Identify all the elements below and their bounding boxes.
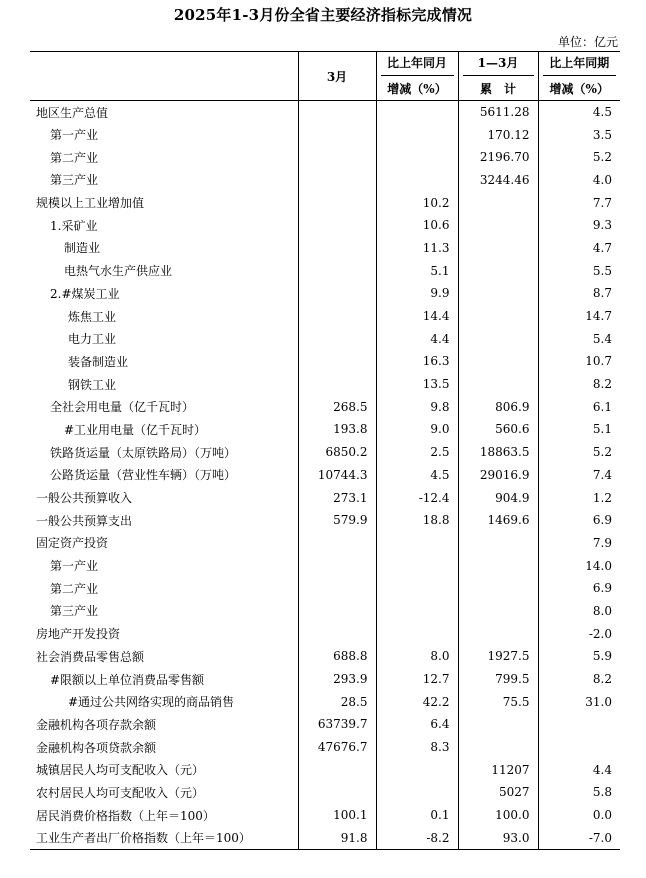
cell-q1-yoy: 0.0 <box>538 804 620 827</box>
cell-q1-cumulative <box>458 554 538 577</box>
cell-q1-cumulative <box>458 259 538 282</box>
cell-q1-cumulative: 560.6 <box>458 418 538 441</box>
table-row <box>30 373 620 396</box>
table-header <box>30 52 620 101</box>
header-q1-yoy <box>538 52 620 101</box>
cell-q1-cumulative <box>458 713 538 736</box>
cell-march-yoy <box>376 554 458 577</box>
cell-march-yoy: -8.2 <box>376 827 458 850</box>
cell-march-value <box>298 554 376 577</box>
cell-q1-cumulative <box>458 214 538 237</box>
cell-q1-cumulative <box>458 237 538 260</box>
header-q1-yoy-line2: 增减（%） <box>549 81 609 96</box>
cell-q1-cumulative <box>458 327 538 350</box>
row-label: 规模以上工业增加值 <box>36 196 145 211</box>
cell-q1-yoy: 3.5 <box>538 123 620 146</box>
header-q1-line2: 累 计 <box>479 81 516 96</box>
cell-q1-cumulative: 904.9 <box>458 486 538 509</box>
cell-q1-yoy: 4.5 <box>538 101 620 124</box>
cell-march-value: 268.5 <box>298 395 376 418</box>
cell-march-yoy: 9.8 <box>376 395 458 418</box>
table-row <box>30 690 620 713</box>
table-row <box>30 464 620 487</box>
table-row <box>30 713 620 736</box>
cell-q1-yoy: 5.1 <box>538 418 620 441</box>
cell-march-yoy: 9.0 <box>376 418 458 441</box>
cell-march-value <box>298 101 376 124</box>
row-label: 第三产业 <box>50 173 99 188</box>
table-row <box>30 486 620 509</box>
cell-march-yoy <box>376 577 458 600</box>
cell-q1-cumulative: 18863.5 <box>458 441 538 464</box>
cell-q1-cumulative: 5611.28 <box>458 101 538 124</box>
table-row <box>30 101 620 124</box>
cell-q1-cumulative: 93.0 <box>458 827 538 850</box>
cell-march-value <box>298 350 376 373</box>
header-march-yoy-line2: 增减（%） <box>387 81 447 96</box>
cell-march-value <box>298 373 376 396</box>
cell-q1-yoy: 8.2 <box>538 373 620 396</box>
cell-q1-yoy: 8.0 <box>538 600 620 623</box>
header-q1-cumulative <box>458 52 538 101</box>
header-march-yoy-line1: 比上年同月 <box>386 56 447 71</box>
row-label: 钢铁工业 <box>68 377 117 392</box>
row-label: 一般公共预算收入 <box>36 491 133 506</box>
cell-march-yoy: -12.4 <box>376 486 458 509</box>
table-row <box>30 736 620 759</box>
row-label: 1.采矿业 <box>50 218 98 233</box>
table-row <box>30 169 620 192</box>
cell-q1-cumulative: 1927.5 <box>458 645 538 668</box>
cell-q1-yoy: 6.9 <box>538 509 620 532</box>
table-row <box>30 395 620 418</box>
table-row <box>30 645 620 668</box>
cell-march-value: 579.9 <box>298 509 376 532</box>
cell-q1-yoy: 5.8 <box>538 781 620 804</box>
cell-march-yoy: 11.3 <box>376 237 458 260</box>
row-label: 地区生产总值 <box>36 105 109 120</box>
table-row <box>30 350 620 373</box>
cell-q1-yoy: 14.0 <box>538 554 620 577</box>
table-row <box>30 509 620 532</box>
cell-march-value: 293.9 <box>298 668 376 691</box>
table-row <box>30 804 620 827</box>
cell-march-yoy: 4.4 <box>376 327 458 350</box>
cell-march-yoy: 8.0 <box>376 645 458 668</box>
row-label: 第一产业 <box>50 559 99 574</box>
row-label: 一般公共预算支出 <box>36 513 133 528</box>
cell-march-yoy <box>376 758 458 781</box>
cell-march-yoy: 2.5 <box>376 441 458 464</box>
cell-q1-cumulative <box>458 305 538 328</box>
cell-march-yoy: 0.1 <box>376 804 458 827</box>
cell-march-value: 688.8 <box>298 645 376 668</box>
cell-march-yoy: 10.6 <box>376 214 458 237</box>
cell-q1-cumulative: 3244.46 <box>458 169 538 192</box>
table-row <box>30 327 620 350</box>
cell-q1-yoy: 9.3 <box>538 214 620 237</box>
page-title: 2025年1-3月份全省主要经济指标完成情况 <box>173 6 473 24</box>
table-row <box>30 418 620 441</box>
table-row <box>30 441 620 464</box>
row-label: 社会消费品零售总额 <box>36 649 145 664</box>
cell-march-value: 28.5 <box>298 690 376 713</box>
cell-q1-cumulative <box>458 622 538 645</box>
table-row <box>30 622 620 645</box>
cell-q1-cumulative <box>458 577 538 600</box>
cell-march-value: 6850.2 <box>298 441 376 464</box>
row-label: 房地产开发投资 <box>36 627 121 642</box>
cell-march-yoy: 5.1 <box>376 259 458 282</box>
cell-march-value <box>298 305 376 328</box>
row-label: 电力工业 <box>68 332 117 347</box>
table-row <box>30 214 620 237</box>
row-label: 居民消费价格指数（上年＝100） <box>36 808 215 823</box>
cell-march-value <box>298 169 376 192</box>
cell-march-yoy: 8.3 <box>376 736 458 759</box>
cell-q1-yoy: 8.2 <box>538 668 620 691</box>
table-row <box>30 123 620 146</box>
cell-q1-yoy: 31.0 <box>538 690 620 713</box>
cell-q1-yoy: 7.7 <box>538 191 620 214</box>
cell-march-value: 47676.7 <box>298 736 376 759</box>
row-label: #限额以上单位消费品零售额 <box>50 672 205 687</box>
header-march-yoy <box>376 52 458 101</box>
cell-march-value: 273.1 <box>298 486 376 509</box>
cell-march-value <box>298 123 376 146</box>
header-q1-line1: 1—3月 <box>477 56 519 71</box>
row-label: 城镇居民人均可支配收入（元） <box>36 763 205 778</box>
row-label: 金融机构各项存款余额 <box>36 717 157 732</box>
cell-march-yoy: 16.3 <box>376 350 458 373</box>
cell-march-yoy <box>376 169 458 192</box>
cell-q1-yoy: 8.7 <box>538 282 620 305</box>
cell-q1-cumulative: 11207 <box>458 758 538 781</box>
cell-q1-yoy: 6.9 <box>538 577 620 600</box>
cell-march-yoy <box>376 101 458 124</box>
table-row <box>30 532 620 555</box>
cell-march-yoy <box>376 600 458 623</box>
cell-q1-yoy: 5.4 <box>538 327 620 350</box>
cell-march-yoy <box>376 781 458 804</box>
cell-march-value <box>298 577 376 600</box>
cell-q1-yoy: 5.9 <box>538 645 620 668</box>
cell-march-yoy <box>376 146 458 169</box>
table-row <box>30 781 620 804</box>
row-label: 电热气水生产供应业 <box>64 264 173 279</box>
row-label: 装备制造业 <box>68 354 129 369</box>
header-indicator <box>30 52 298 101</box>
row-label: 2.#煤炭工业 <box>50 286 120 301</box>
cell-march-yoy: 10.2 <box>376 191 458 214</box>
row-label: 第二产业 <box>50 581 99 596</box>
table-row <box>30 305 620 328</box>
cell-march-yoy: 4.5 <box>376 464 458 487</box>
cell-q1-yoy: -7.0 <box>538 827 620 850</box>
row-label: 第三产业 <box>50 604 99 619</box>
indicator-table <box>30 51 620 850</box>
table-row <box>30 827 620 850</box>
table-row <box>30 259 620 282</box>
cell-q1-cumulative: 5027 <box>458 781 538 804</box>
cell-q1-cumulative <box>458 373 538 396</box>
table-row <box>30 600 620 623</box>
cell-march-yoy: 18.8 <box>376 509 458 532</box>
cell-q1-cumulative <box>458 282 538 305</box>
cell-march-value <box>298 532 376 555</box>
cell-q1-cumulative: 806.9 <box>458 395 538 418</box>
cell-march-yoy: 6.4 <box>376 713 458 736</box>
cell-march-value: 100.1 <box>298 804 376 827</box>
cell-q1-yoy: 1.2 <box>538 486 620 509</box>
cell-q1-yoy: 10.7 <box>538 350 620 373</box>
cell-march-value: 193.8 <box>298 418 376 441</box>
cell-q1-yoy: 5.5 <box>538 259 620 282</box>
table-row <box>30 668 620 691</box>
row-label: 第一产业 <box>50 128 99 143</box>
row-label: 金融机构各项贷款余额 <box>36 740 157 755</box>
cell-q1-cumulative: 799.5 <box>458 668 538 691</box>
cell-march-value <box>298 758 376 781</box>
cell-q1-cumulative <box>458 350 538 373</box>
cell-march-yoy: 14.4 <box>376 305 458 328</box>
cell-march-yoy: 42.2 <box>376 690 458 713</box>
row-label: 炼焦工业 <box>68 309 117 324</box>
cell-march-yoy: 9.9 <box>376 282 458 305</box>
row-label: 第二产业 <box>50 150 99 165</box>
table-row <box>30 577 620 600</box>
cell-q1-cumulative <box>458 736 538 759</box>
cell-march-value <box>298 237 376 260</box>
cell-march-yoy <box>376 532 458 555</box>
unit-label: 单位：亿元 <box>557 35 618 49</box>
table-row <box>30 237 620 260</box>
row-label: #通过公共网络实现的商品销售 <box>68 695 235 710</box>
cell-q1-yoy: -2.0 <box>538 622 620 645</box>
cell-q1-cumulative <box>458 532 538 555</box>
cell-march-value <box>298 781 376 804</box>
row-label: 工业生产者出厂价格指数（上年＝100） <box>30 827 298 850</box>
table-row <box>30 282 620 305</box>
cell-q1-cumulative <box>458 600 538 623</box>
row-label: #工业用电量（亿千瓦时） <box>64 422 207 437</box>
cell-q1-cumulative: 2196.70 <box>458 146 538 169</box>
header-q1-yoy-line1: 比上年同期 <box>549 56 610 71</box>
cell-q1-yoy: 14.7 <box>538 305 620 328</box>
cell-march-value: 91.8 <box>298 827 376 850</box>
cell-march-value <box>298 600 376 623</box>
table-row <box>30 191 620 214</box>
cell-q1-cumulative: 100.0 <box>458 804 538 827</box>
cell-march-value <box>298 214 376 237</box>
cell-march-value: 63739.7 <box>298 713 376 736</box>
cell-q1-yoy: 5.2 <box>538 441 620 464</box>
cell-march-yoy: 12.7 <box>376 668 458 691</box>
table-body <box>30 101 620 850</box>
header-march: 3月 <box>298 52 376 101</box>
cell-march-value <box>298 282 376 305</box>
cell-march-yoy: 13.5 <box>376 373 458 396</box>
cell-q1-cumulative <box>458 191 538 214</box>
cell-q1-cumulative: 1469.6 <box>458 509 538 532</box>
row-label: 全社会用电量（亿千瓦时） <box>50 400 195 415</box>
cell-q1-yoy: 6.1 <box>538 395 620 418</box>
cell-q1-yoy: 4.4 <box>538 758 620 781</box>
table-row <box>30 146 620 169</box>
cell-march-value <box>298 327 376 350</box>
cell-march-value <box>298 259 376 282</box>
cell-q1-yoy: 7.9 <box>538 532 620 555</box>
cell-q1-cumulative: 170.12 <box>458 123 538 146</box>
table-row <box>30 758 620 781</box>
cell-q1-yoy <box>538 736 620 759</box>
row-label: 铁路货运量（太原铁路局）（万吨） <box>50 445 237 460</box>
cell-q1-yoy: 7.4 <box>538 464 620 487</box>
cell-march-value <box>298 191 376 214</box>
cell-march-value <box>298 146 376 169</box>
row-label: 固定资产投资 <box>36 536 109 551</box>
cell-march-value <box>298 622 376 645</box>
cell-q1-cumulative: 75.5 <box>458 690 538 713</box>
cell-q1-yoy: 4.7 <box>538 237 620 260</box>
row-label: 农村居民人均可支配收入（元） <box>36 785 205 800</box>
table-row <box>30 554 620 577</box>
cell-q1-yoy: 4.0 <box>538 169 620 192</box>
cell-march-value: 10744.3 <box>298 464 376 487</box>
cell-q1-yoy: 5.2 <box>538 146 620 169</box>
cell-march-yoy <box>376 123 458 146</box>
cell-q1-cumulative: 29016.9 <box>458 464 538 487</box>
cell-q1-yoy <box>538 713 620 736</box>
cell-march-yoy <box>376 622 458 645</box>
row-label: 公路货运量（营业性车辆）（万吨） <box>50 468 237 483</box>
row-label: 制造业 <box>64 241 101 256</box>
